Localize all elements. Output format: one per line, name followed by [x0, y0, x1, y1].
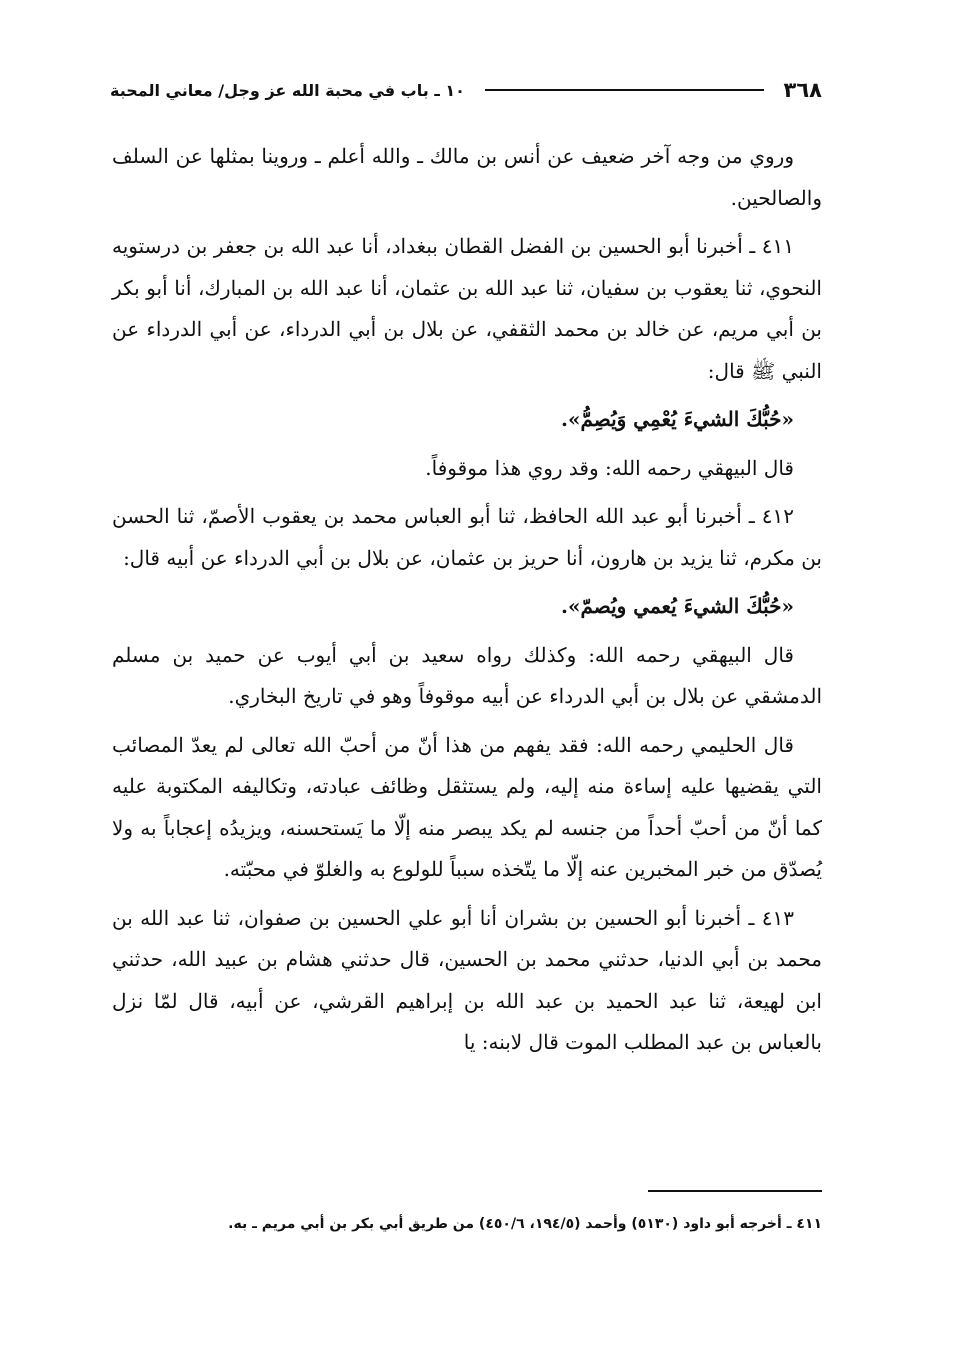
paragraph-bayhaqi-bukhari: قال البيهقي رحمه الله: وكذلك رواه سعيد بن أبي أيوب عن حميد بن مسلم الدمشقي عن بلال بن أبي الدرداء عن أبيه موقوفاً وهو في تاريخ البخاري. [112, 642, 822, 708]
footnote-rule [648, 1190, 822, 1192]
paragraph-halimi: قال الحليمي رحمه الله: فقد يفهم من هذا أنّ من أحبّ الله تعالى لم يعدّ المصائب التي يقضيها عليه إساءة منه إليه، ولم يستثقل وظائف عبادته، وتكاليفه المكتوبة عليه كما أنّ من أحبّ أحداً من جنسه لم يكد يبصر منه إلّا ما يَستحسنه، ويزيدُه إعجاباً به ولا يُصدّق من خبر المخبرين عنه إلّا ما يتّخذه سبباً للولوع به والغلوّ في محبّته. [112, 732, 822, 881]
running-title: ١٠ ـ باب في محبة الله عز وجل/ معاني المحبة [110, 80, 465, 100]
main-text [112, 136, 822, 1071]
paragraph-hadith-411: ٤١١ ـ أخبرنا أبو الحسين بن الفضل القطان ببغداد، أنا عبد الله بن جعفر بن درستويه النحوي، ثنا يعقوب بن سفيان، ثنا عبد الله بن عثمان، أنا عبد الله بن المبارك، أنا أبو بكر بن أبي مريم، عن خالد بن محمد الثقفي، عن بلال بن أبي الدرداء، عن أبي الدرداء عن النبي ﷺ قال: [112, 234, 822, 383]
footnote-411: ٤١١ ـ أخرجه أبو داود (٥١٣٠) وأحمد (١٩٤/٥، ٤٥٠/٦) من طريق أبي بكر بن أبي مريم ـ به. [228, 1216, 822, 1232]
hadith-text-412: «حُبُّكَ الشيءَ يُعمي ويُصمّ». [561, 594, 794, 618]
paragraph-hadith-413: ٤١٣ ـ أخبرنا أبو الحسين بن بشران أنا أبو علي الحسين بن صفوان، ثنا عبد الله بن محمد بن أبي الدنيا، حدثني محمد بن الحسين، قال حدثني هشام بن عبيد الله، حدثني ابن لهيعة، ثنا عبد الحميد بن عبد الله بن إبراهيم القرشي، عن أبيه، قال لمّا نزل بالعباس بن عبد المطلب الموت قال لابنه: يا [112, 905, 822, 1054]
hadith-text-411: «حُبُّكَ الشيءَ يُعْمِي وَيُصِمُّ». [561, 407, 794, 431]
header-rule [485, 89, 764, 91]
page-header [110, 72, 822, 108]
paragraph-intro: وروي من وجه آخر ضعيف عن أنس بن مالك ـ والله أعلم ـ وروينا بمثلها عن السلف والصالحين. [112, 144, 822, 210]
paragraph-hadith-412: ٤١٢ ـ أخبرنا أبو عبد الله الحافظ، ثنا أبو العباس محمد بن يعقوب الأصمّ، ثنا الحسن بن مكرم، ثنا يزيد بن هارون، أنا حريز بن عثمان، عن بلال بن أبي الدرداء عن أبيه قال: [112, 504, 822, 570]
paragraph-bayhaqi-note: قال البيهقي رحمه الله: وقد روي هذا موقوفاً. [425, 455, 794, 480]
page-number: ٣٦٨ [783, 78, 822, 102]
